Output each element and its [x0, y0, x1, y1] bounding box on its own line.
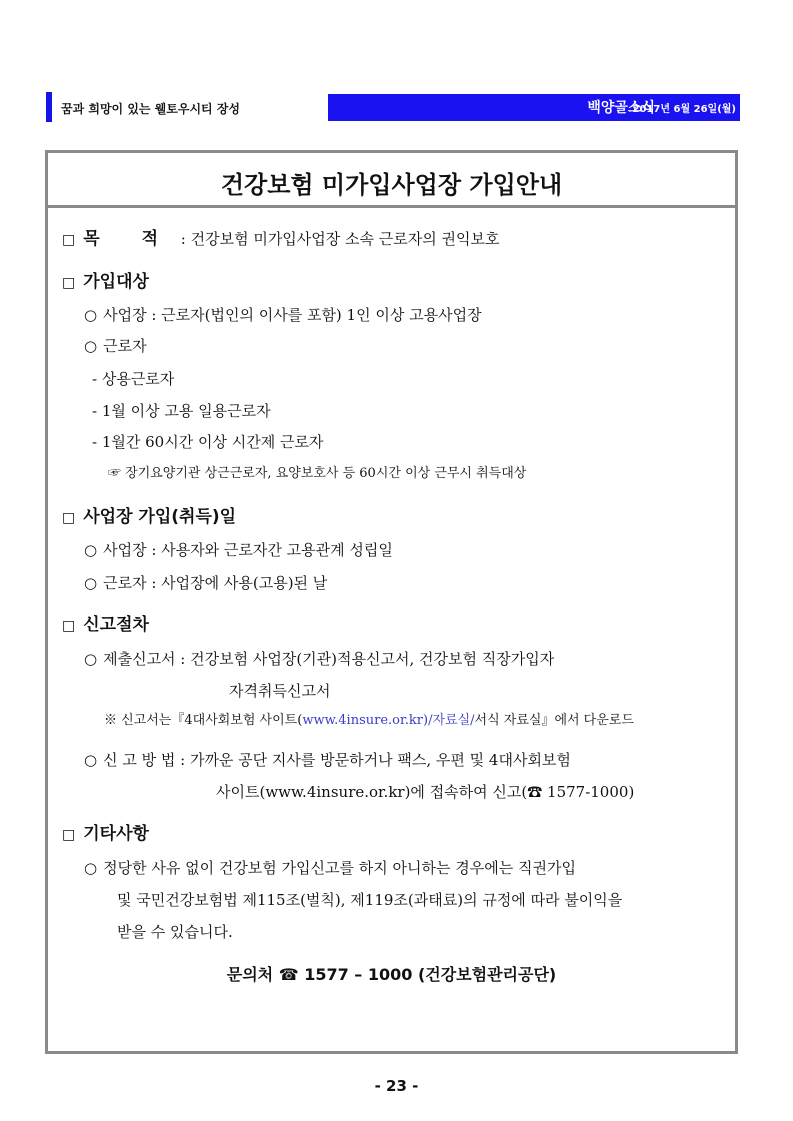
list-item: ○ 제출신고서 : 건강보험 사업장(기관)적용신고서, 건강보험 직장가입자 [84, 650, 555, 668]
sub-list-item: - 1월 이상 고용 일용근로자 [92, 402, 271, 420]
section-heading-procedure: □ 신고절차 [62, 615, 149, 635]
list-item: ○ 사업장 : 사용자와 근로자간 고용관계 성립일 [84, 541, 393, 559]
section-heading-etc: □ 기타사항 [62, 824, 149, 844]
sub-list-item: - 1월간 60시간 이상 시간제 근로자 [92, 433, 324, 451]
list-item-continuation: 자격취득신고서 [229, 682, 331, 700]
publication-date: 2017년 6월 26일(월) [632, 104, 736, 115]
download-note: ※ 신고서는『4대사회보험 사이트(www.4insure.or.kr)/자료실/서식 자료실』에서 다운로드 [104, 713, 634, 728]
section-heading-enrollment-date: □ 사업장 가입(취득)일 [62, 507, 237, 527]
circle-bullet-icon: ○ [84, 650, 98, 668]
square-bullet-icon: □ [62, 510, 76, 526]
purpose-row [62, 229, 499, 250]
contact-info: 문의처 ☎ 1577 – 1000 (건강보험관리공단) [226, 965, 557, 984]
circle-bullet-icon: ○ [84, 306, 98, 324]
header-banner [46, 92, 740, 122]
title-divider [48, 205, 735, 208]
square-bullet-icon: □ [62, 618, 76, 634]
list-item-continuation: 받을 수 있습니다. [117, 923, 233, 941]
section-heading-eligibility: □ 가입대상 [62, 272, 149, 292]
list-item: ○ 신 고 방 법 : 가까운 공단 지사를 방문하거나 팩스, 우편 및 4대사회보험 [84, 751, 571, 769]
square-bullet-icon: □ [62, 232, 76, 248]
purpose-label: 목 적 [83, 229, 176, 249]
header-slogan: 꿈과 희망이 있는 웰토우시티 장성 [61, 102, 241, 116]
list-item-continuation: 및 국민건강보험법 제115조(벌칙), 제119조(과태료)의 규정에 따라 불이익을 [117, 891, 623, 909]
page-number: - 23 - [374, 1077, 419, 1095]
circle-bullet-icon: ○ [84, 574, 98, 592]
list-item: ○ 근로자 : 사업장에 사용(고용)된 날 [84, 574, 328, 592]
square-bullet-icon: □ [62, 275, 76, 291]
list-item: ○ 사업장 : 근로자(법인의 이사를 포함) 1인 이상 고용사업장 [84, 306, 482, 324]
sub-list-item: - 상용근로자 [92, 370, 175, 388]
purpose-text: : 건강보험 미가입사업장 소속 근로자의 권익보호 [180, 230, 500, 248]
page-title: 건강보험 미가입사업장 가입안내 [220, 171, 563, 199]
list-item-continuation: 사이트(www.4insure.or.kr)에 접속하여 신고(☎ 1577-1000) [216, 783, 635, 801]
eligibility-note: ☞ 장기요양기관 상근근로자, 요양보호사 등 60시간 이상 근무시 취득대상 [108, 466, 527, 481]
publication-name: 백양골소식 [587, 100, 655, 116]
list-item: ○ 정당한 사유 없이 건강보험 가입신고를 하지 아니하는 경우에는 직권가입 [84, 859, 576, 877]
header-accent-bar [46, 92, 52, 122]
circle-bullet-icon: ○ [84, 859, 98, 877]
list-item: ○ 근로자 [84, 337, 147, 355]
insure-site-link[interactable]: www.4insure.or.kr)/자료실/ [302, 713, 475, 728]
circle-bullet-icon: ○ [84, 751, 98, 769]
circle-bullet-icon: ○ [84, 541, 98, 559]
square-bullet-icon: □ [62, 827, 76, 843]
circle-bullet-icon: ○ [84, 337, 98, 355]
